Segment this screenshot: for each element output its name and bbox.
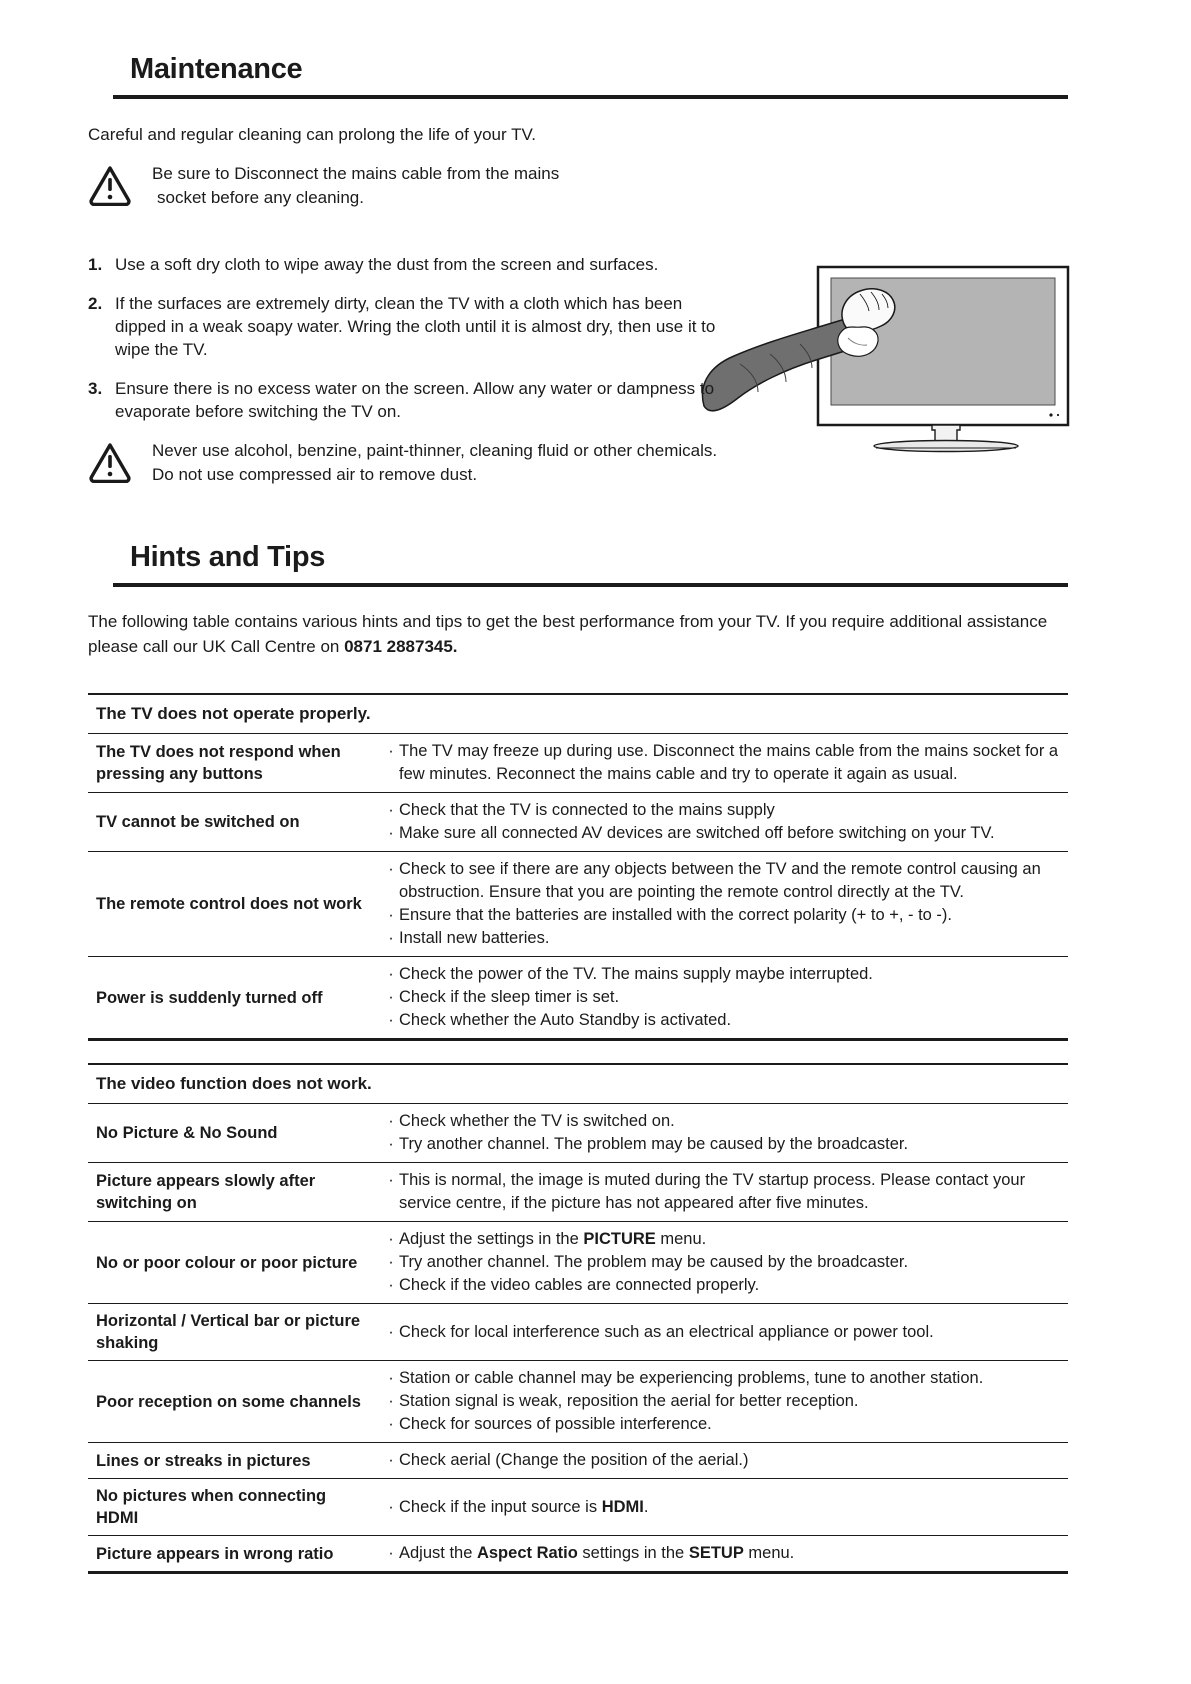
tip-item xyxy=(383,1449,1068,1472)
issue-label: No Picture & No Sound xyxy=(96,1124,278,1142)
table-rows xyxy=(88,734,1068,1038)
issue-label: No pictures when connecting HDMI xyxy=(96,1487,327,1527)
table-row xyxy=(88,1163,1068,1222)
warning-block xyxy=(88,439,1068,488)
tip-item xyxy=(383,1169,1068,1215)
bullet-dot-icon: · xyxy=(388,1369,394,1387)
table-row xyxy=(88,1479,1068,1536)
bullet-dot-icon: · xyxy=(388,1253,394,1271)
tips-list xyxy=(383,1490,1068,1525)
tip-text: Check aerial (Change the position of the aerial.) xyxy=(399,1451,749,1469)
tip-text: Check for sources of possible interference. xyxy=(399,1415,712,1433)
bullet-dot-icon: · xyxy=(388,1171,394,1189)
hints-title: Hints and Tips xyxy=(130,541,326,573)
issue-label: The remote control does not work xyxy=(96,895,362,913)
step-number: 3. xyxy=(88,379,103,398)
maintenance-title: Maintenance xyxy=(130,53,303,85)
tips-list xyxy=(383,1443,1068,1478)
bullet-dot-icon: · xyxy=(388,1011,394,1029)
tips-list xyxy=(383,1361,1068,1442)
tip-text: Adjust the settings in the PICTURE menu. xyxy=(399,1230,707,1248)
bullet-dot-icon: · xyxy=(388,1322,394,1341)
bullet-dot-icon: · xyxy=(388,1276,394,1294)
tip-item xyxy=(383,1542,1068,1565)
issue-label: No or poor colour or poor picture xyxy=(96,1253,358,1272)
tip-text: Check to see if there are any objects between the TV and the remote control causing an obstruction. Ensure that you are pointing the remote control directly at the TV. xyxy=(399,860,1041,901)
tip-item xyxy=(383,986,1068,1009)
tip-item xyxy=(383,1367,1068,1390)
tip-text: The TV may freeze up during use. Disconnect the mains cable from the mains socket for a few minutes. Reconnect the mains cable and try to operate it again as usual. xyxy=(399,742,1059,783)
table-row xyxy=(88,852,1068,957)
tip-text: Check whether the Auto Standby is activated. xyxy=(399,1011,732,1029)
tip-item xyxy=(383,799,1068,822)
issue-label: Picture appears slowly after switching on xyxy=(96,1172,316,1212)
issue-label: Picture appears in wrong ratio xyxy=(96,1544,334,1563)
tip-item xyxy=(383,1390,1068,1413)
tip-text: This is normal, the image is muted during the TV startup process. Please contact your service centre, if the picture has not appeared after five minutes. xyxy=(399,1171,1026,1212)
cleaning-steps xyxy=(88,253,730,423)
bullet-dot-icon: · xyxy=(388,906,394,924)
tips-list xyxy=(383,957,1068,1038)
tips-list xyxy=(383,1315,1068,1350)
warning-block xyxy=(88,162,1068,211)
page-content xyxy=(88,0,1068,1574)
warning-triangle-icon xyxy=(88,441,132,488)
warning-text xyxy=(152,439,717,487)
tip-text: Check that the TV is connected to the mains supply xyxy=(399,801,775,819)
issue-label: The TV does not respond when pressing any buttons xyxy=(96,743,341,783)
table-row xyxy=(88,1304,1068,1361)
step-text: Use a soft dry cloth to wipe away the dust from the screen and surfaces. xyxy=(115,255,659,274)
step-text: Ensure there is no excess water on the screen. Allow any water or dampness to evaporate before switching the TV on. xyxy=(115,379,715,421)
hints-intro-line: please call our UK Call Centre on 0871 2887345. xyxy=(88,637,458,656)
tip-item xyxy=(383,1133,1068,1156)
tip-item xyxy=(383,927,1068,950)
step-number: 2. xyxy=(88,294,103,313)
bullet-dot-icon: · xyxy=(388,1392,394,1410)
issue-label: Power is suddenly turned off xyxy=(96,988,323,1007)
bullet-dot-icon: · xyxy=(388,965,394,983)
tip-item xyxy=(383,1251,1068,1274)
table-row xyxy=(88,1536,1068,1571)
tip-item xyxy=(383,904,1068,927)
tip-text: Try another channel. The problem may be caused by the broadcaster. xyxy=(399,1253,909,1271)
warning-text xyxy=(152,162,559,210)
issue-label: Horizontal / Vertical bar or picture shaking xyxy=(96,1312,361,1352)
bullet-dot-icon: · xyxy=(388,1112,394,1130)
bullet-dot-icon: · xyxy=(388,860,394,878)
warning-line: socket before any cleaning. xyxy=(157,188,364,207)
tip-item xyxy=(383,740,1068,786)
bullet-dot-icon: · xyxy=(388,742,394,760)
tip-item xyxy=(383,1228,1068,1251)
table-row xyxy=(88,1222,1068,1304)
tips-list xyxy=(383,1222,1068,1303)
tip-item xyxy=(383,1321,1068,1344)
tip-item xyxy=(383,1009,1068,1032)
bullet-dot-icon: · xyxy=(388,1544,394,1562)
bullet-dot-icon: · xyxy=(388,1451,394,1469)
tip-text: Make sure all connected AV devices are switched off before switching on your TV. xyxy=(399,824,995,842)
step-number: 1. xyxy=(88,255,103,274)
tips-list xyxy=(383,852,1068,956)
bullet-dot-icon: · xyxy=(388,1135,394,1153)
tip-text: Station signal is weak, reposition the aerial for better reception. xyxy=(399,1392,859,1410)
section-rule xyxy=(113,583,1068,587)
hints-intro-line: The following table contains various hints and tips to get the best performance from your TV. If you require additional assistance xyxy=(88,612,1048,631)
tip-text: Ensure that the batteries are installed with the correct polarity (+ to +, - to -). xyxy=(399,906,953,924)
table-section-header: The video function does not work. xyxy=(88,1065,1068,1104)
tip-text: Check the power of the TV. The mains supply maybe interrupted. xyxy=(399,965,873,983)
issue-label: Poor reception on some channels xyxy=(96,1392,361,1411)
issue-label: TV cannot be switched on xyxy=(96,813,300,831)
tip-text: Check if the input source is HDMI. xyxy=(399,1497,649,1516)
bullet-dot-icon: · xyxy=(388,1230,394,1248)
bullet-dot-icon: · xyxy=(388,1497,394,1516)
table-row xyxy=(88,957,1068,1038)
tips-list xyxy=(383,793,1068,851)
tip-text: Station or cable channel may be experiencing problems, tune to another station. xyxy=(399,1369,984,1387)
bullet-dot-icon: · xyxy=(388,1415,394,1433)
tip-text: Check if the sleep timer is set. xyxy=(399,988,620,1006)
bullet-dot-icon: · xyxy=(388,988,394,1006)
warning-line: Be sure to Disconnect the mains cable from the mains xyxy=(152,164,560,183)
table-rows xyxy=(88,1104,1068,1571)
tips-list xyxy=(383,734,1068,792)
step-text: If the surfaces are extremely dirty, clean the TV with a cloth which has been dipped in a weak soapy water. Wring the cloth until it is almost dry, then use it to wipe the TV. xyxy=(115,294,716,359)
table-row xyxy=(88,1104,1068,1163)
tip-item xyxy=(383,1274,1068,1297)
tip-item xyxy=(383,963,1068,986)
bullet-dot-icon: · xyxy=(388,824,394,842)
bullet-dot-icon: · xyxy=(388,929,394,947)
bullet-dot-icon: · xyxy=(388,801,394,819)
table-row xyxy=(88,1361,1068,1443)
tip-text: Install new batteries. xyxy=(399,929,550,947)
maintenance-intro: Careful and regular cleaning can prolong the life of your TV. xyxy=(88,125,536,144)
step-item xyxy=(88,377,730,423)
tip-text: Check for local interference such as an electrical appliance or power tool. xyxy=(399,1322,934,1341)
section-rule xyxy=(113,95,1068,99)
issue-label: Lines or streaks in pictures xyxy=(96,1451,311,1470)
tip-text: Adjust the Aspect Ratio settings in the SETUP menu. xyxy=(399,1544,795,1562)
table-row xyxy=(88,734,1068,793)
tips-list xyxy=(383,1104,1068,1162)
table-section-header: The TV does not operate properly. xyxy=(88,695,1068,734)
tips-table-tv-operation xyxy=(88,693,1068,1041)
step-item xyxy=(88,292,730,361)
warning-line: Never use alcohol, benzine, paint-thinner, cleaning fluid or other chemicals. xyxy=(152,441,718,460)
tips-list xyxy=(383,1163,1068,1221)
tip-item xyxy=(383,1110,1068,1133)
table-row xyxy=(88,1443,1068,1479)
table-row xyxy=(88,793,1068,852)
tip-item xyxy=(383,1496,1068,1519)
step-item xyxy=(88,253,730,276)
tip-text: Try another channel. The problem may be caused by the broadcaster. xyxy=(399,1135,909,1153)
tip-item xyxy=(383,858,1068,904)
warning-line: Do not use compressed air to remove dust. xyxy=(152,465,478,484)
tip-text: Check whether the TV is switched on. xyxy=(399,1112,675,1130)
warning-triangle-icon xyxy=(88,164,132,211)
hints-intro xyxy=(88,609,1068,659)
tip-item xyxy=(383,822,1068,845)
tips-table-video-function xyxy=(88,1063,1068,1574)
tip-item xyxy=(383,1413,1068,1436)
tips-list xyxy=(383,1536,1068,1571)
tip-text: Check if the video cables are connected properly. xyxy=(399,1276,760,1294)
